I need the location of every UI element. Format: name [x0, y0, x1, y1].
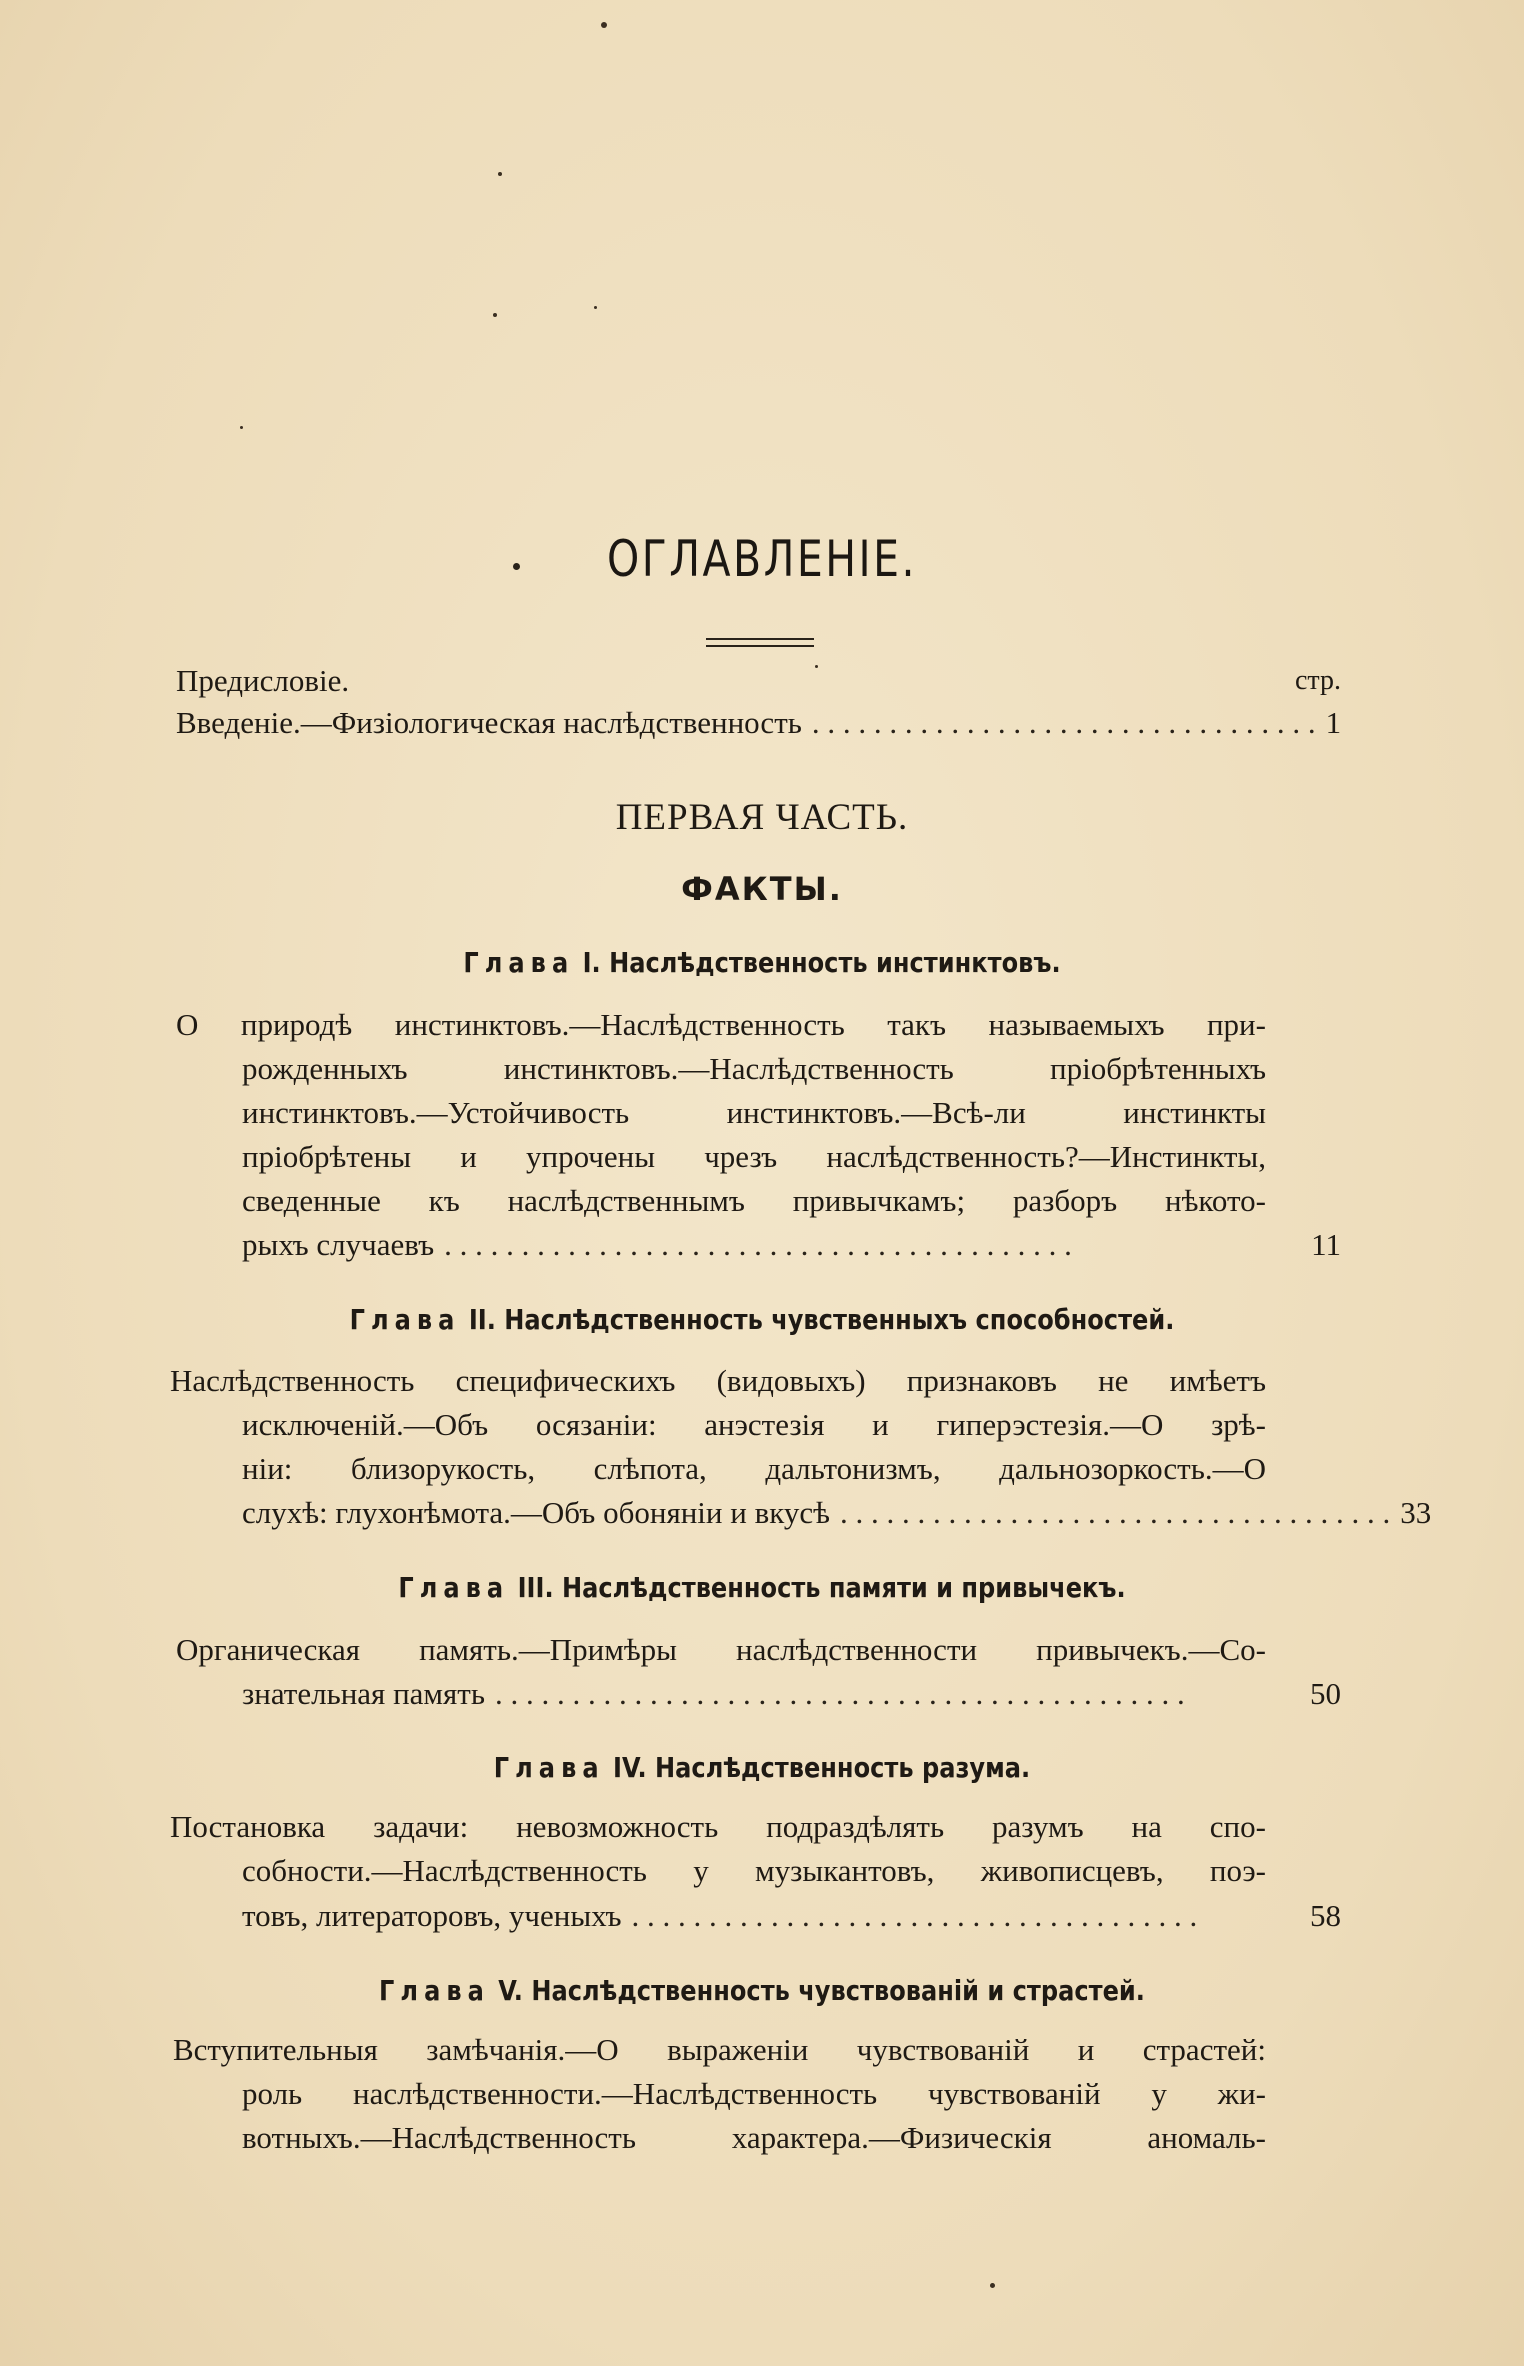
part-title: ПЕРВАЯ ЧАСТЬ. [615, 797, 909, 838]
chapter-heading [107, 1748, 1418, 1788]
chapter-title: IV. Наслѣдственность разума. [612, 1751, 1031, 1784]
toc-last-line [242, 1225, 1341, 1265]
toc-text-line: товъ, литераторовъ, ученыхъ [242, 1898, 622, 1933]
toc-text-line: Постановка задачи: невозможность подраздѣлять разумъ на спо- [170, 1809, 1266, 1844]
dot-leader: . . . . . . . . . . . . . . . . . . . . . . . . . . . . . . . . . [811, 705, 1316, 740]
dot-leader: . . . . . . . . . . . . . . . . . . . . . . . . . . . . . . . . . . . . [839, 1495, 1391, 1530]
chapter-page: 50 [1310, 1676, 1341, 1711]
toc-text-line: Наслѣдственность специфическихъ (видовыхъ) признаковъ не имѣетъ [170, 1363, 1266, 1398]
title-rule-top [706, 638, 814, 640]
toc-text-line: вотныхъ.—Наслѣдственность характера.—Физическія аномаль- [242, 2120, 1266, 2155]
toc-last-line [242, 1896, 1341, 1936]
toc-text-line: собности.—Наслѣдственность у музыкантовъ, живописцевъ, поэ- [242, 1853, 1266, 1888]
toc-text-line: исключеній.—Объ осязаніи: анэстезія и гиперэстезія.—О зрѣ- [242, 1407, 1266, 1442]
toc-text-line: ніи: близорукость, слѣпота, дальтонизмъ, дальнозоркость.—О [242, 1451, 1266, 1486]
chapter-label: Глава [398, 1571, 510, 1604]
chapter-label: Глава [463, 946, 575, 979]
chapter-page: 33 [1400, 1495, 1432, 1530]
chapter-page: 58 [1310, 1898, 1341, 1933]
toc-text-line: знательная память [242, 1676, 485, 1711]
toc-text-line: рожденныхъ инстинктовъ.—Наслѣдственность пріобрѣтенныхъ [242, 1051, 1266, 1086]
chapter-label: Глава [493, 1751, 605, 1784]
chapter-heading [107, 943, 1418, 983]
chapter-label: Глава [349, 1303, 461, 1336]
chapter-heading [107, 1568, 1418, 1608]
chapter-label: Глава [379, 1974, 490, 2007]
chapter-heading [107, 1971, 1418, 2011]
toc-text-line: рыхъ случаевъ [242, 1227, 435, 1262]
toc-text-line: пріобрѣтены и упрочены чрезъ наслѣдственность?—Инстинкты, [242, 1139, 1266, 1174]
chapter-heading [107, 1300, 1418, 1340]
title-rule-bottom [706, 645, 814, 647]
toc-text-line: Органическая память.—Примѣры наслѣдственности привычекъ.—Со- [176, 1632, 1266, 1667]
intro-entry [176, 703, 1341, 743]
chapter-title: II. Наслѣдственность чувственныхъ способностей. [468, 1303, 1175, 1336]
toc-text-line: инстинктовъ.—Устойчивость инстинктовъ.—Всѣ-ли инстинкты [242, 1095, 1266, 1130]
toc-text-line: Вступительныя замѣчанія.—О выраженіи чувствованій и страстей: [173, 2032, 1266, 2067]
chapter-title: V. Наслѣдственность чувствованій и страстей. [498, 1974, 1145, 2007]
intro-page: 1 [1325, 705, 1342, 740]
toc-last-line [242, 1674, 1341, 1714]
chapter-title: I. Наслѣдственность инстинктовъ. [582, 946, 1061, 979]
page-title: ОГЛАВЛЕНІЕ. [607, 530, 917, 588]
dot-leader: . . . . . . . . . . . . . . . . . . . . . . . . . . . . . . . . . . . . . . . . . . . . . [494, 1676, 1185, 1711]
chapter-page: 11 [1311, 1227, 1341, 1262]
toc-last-line [242, 1493, 1432, 1533]
chapter-title: III. Наслѣдственность памяти и привычекъ. [517, 1571, 1126, 1604]
preface-entry: Предисловіе. [176, 663, 350, 698]
toc-text-line: роль наслѣдственности.—Наслѣдственность чувствованій у жи- [242, 2076, 1266, 2111]
page-column-label: стр. [1294, 665, 1341, 696]
toc-text-line: О природѣ инстинктовъ.—Наслѣдственность такъ называемыхъ при- [176, 1007, 1266, 1042]
toc-text-line: сведенные къ наслѣдственнымъ привычкамъ; разборъ нѣкото- [242, 1183, 1266, 1218]
intro-text: Введеніе.—Физіологическая наслѣдственность [176, 705, 802, 740]
toc-text-line: слухѣ: глухонѣмота.—Объ обоняніи и вкусѣ [242, 1495, 830, 1530]
toc-header-row [176, 661, 1341, 701]
dot-leader: . . . . . . . . . . . . . . . . . . . . . . . . . . . . . . . . . . . . . [631, 1898, 1198, 1933]
dot-leader: . . . . . . . . . . . . . . . . . . . . . . . . . . . . . . . . . . . . . . . . . [444, 1227, 1072, 1262]
part-subtitle: ФАКТЫ. [681, 870, 843, 908]
